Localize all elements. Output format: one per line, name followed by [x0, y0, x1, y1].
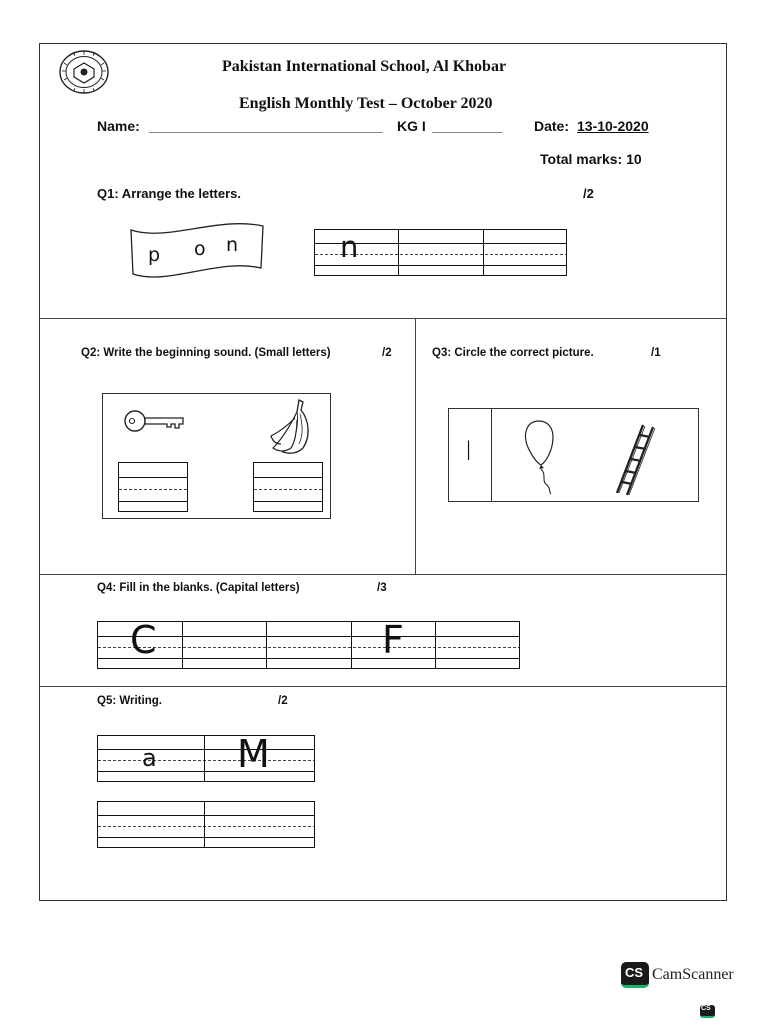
q5-model-box-1 — [98, 736, 205, 781]
q5-writing-box-1[interactable] — [98, 802, 205, 847]
q4-box-1[interactable] — [98, 618, 183, 668]
q1-letter-banner — [128, 220, 266, 282]
total-marks: Total marks: 10 — [540, 151, 642, 167]
key-icon — [123, 408, 187, 434]
q1-box-3[interactable] — [484, 230, 568, 275]
q1-box-1[interactable] — [315, 230, 399, 275]
q2-marks: /2 — [382, 347, 392, 359]
q2-answer-box-1[interactable] — [118, 462, 188, 512]
school-name: Pakistan International School, Al Khobar — [222, 58, 507, 75]
q3-letter-cell — [449, 409, 492, 501]
q4-box-4[interactable] — [352, 618, 436, 668]
balloon-icon[interactable] — [523, 419, 559, 495]
school-logo — [58, 49, 110, 95]
q4-marks: /3 — [377, 582, 387, 594]
q1-title: Q1: Arrange the letters. — [97, 186, 242, 201]
q5-model-box-2 — [205, 732, 316, 781]
class-field[interactable]: _________ — [432, 118, 503, 134]
divider-q2q3 — [40, 574, 726, 575]
name-field[interactable]: ______________________________ — [149, 118, 383, 134]
q2-title: Q2: Write the beginning sound. (Small letters) — [81, 347, 331, 359]
divider-q4 — [40, 686, 726, 687]
q3-marks: /1 — [651, 347, 661, 359]
q4-box-letter-4: F — [382, 618, 404, 662]
q5-writing-box-2[interactable] — [205, 802, 316, 847]
q4-answer-boxes — [97, 618, 520, 669]
camscanner-small-logo-icon — [700, 1005, 715, 1018]
q5-title: Q5: Writing. — [97, 695, 162, 707]
camscanner-label: CamScanner — [652, 966, 734, 983]
q1-box-letter: n — [340, 230, 359, 264]
q4-box-5[interactable] — [436, 622, 521, 668]
q3-panel — [448, 408, 699, 502]
test-title: English Monthly Test – October 2020 — [239, 95, 493, 112]
camscanner-logo-icon — [621, 962, 649, 988]
banner-letter-3: n — [226, 234, 239, 256]
q1-box-2[interactable] — [399, 230, 484, 275]
q3-letter: l — [465, 437, 473, 467]
q4-box-3[interactable] — [267, 622, 352, 668]
q5-model-letter-1: a — [142, 744, 157, 772]
q5-marks: /2 — [278, 695, 288, 707]
q5-writing-boxes — [97, 801, 315, 848]
banner-letter-2: o — [194, 238, 206, 260]
class-label: KG I — [397, 118, 426, 134]
banner-letter-1: p — [148, 244, 161, 266]
q4-box-2[interactable] — [183, 622, 267, 668]
divider-q2-q3 — [415, 318, 416, 574]
q5-model-boxes — [97, 732, 315, 782]
camscanner-small-logo-text: CS — [701, 1005, 711, 1012]
q5-model-letter-2: M — [237, 732, 270, 776]
camscanner-logo-text: CS — [625, 965, 644, 980]
q2-panel — [102, 393, 331, 519]
q1-marks: /2 — [583, 186, 594, 201]
q3-title: Q3: Circle the correct picture. — [432, 347, 594, 359]
q1-answer-boxes — [314, 229, 567, 276]
q4-box-letter-1: C — [130, 618, 157, 662]
date-label: Date: — [534, 118, 570, 134]
q4-title: Q4: Fill in the blanks. (Capital letters) — [97, 582, 300, 594]
banana-icon — [269, 398, 315, 456]
ladder-icon[interactable] — [609, 423, 661, 497]
date-value: 13-10-2020 — [577, 118, 649, 134]
q2-answer-box-2[interactable] — [253, 462, 323, 512]
name-label: Name: — [97, 118, 140, 134]
divider-q1 — [40, 318, 726, 319]
